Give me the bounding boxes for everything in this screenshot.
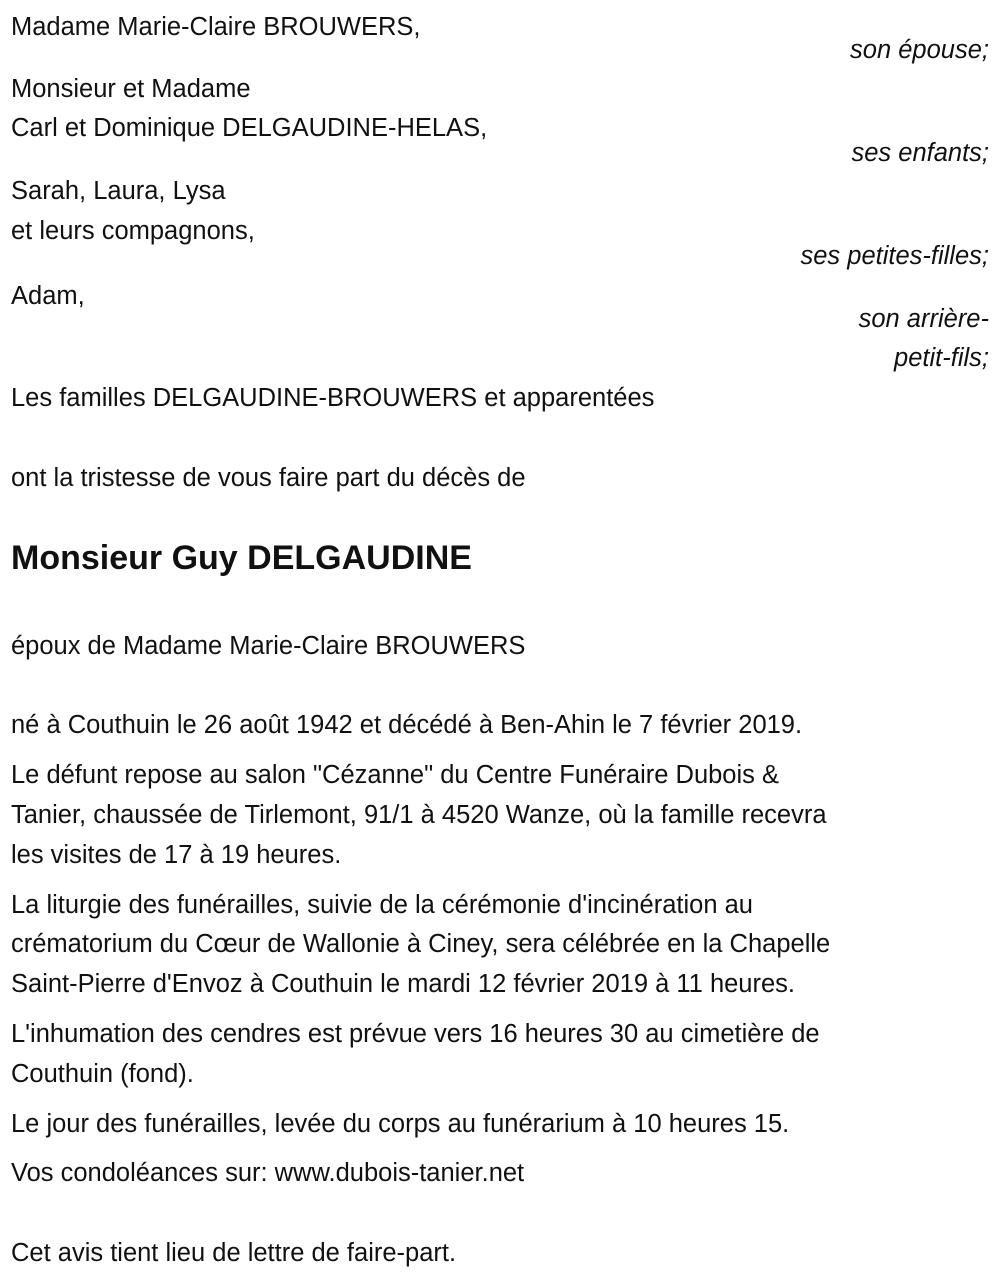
family-name: Carl et Dominique DELGAUDINE-HELAS, (11, 114, 488, 142)
family-relation: petit-fils; (894, 344, 989, 372)
family-name: Madame Marie-Claire BROUWERS, (11, 13, 421, 41)
family-name: Monsieur et Madame (11, 75, 251, 103)
condolences-line: Vos condoléances sur: www.dubois-tanier.net (11, 1159, 525, 1187)
detail-line: La liturgie des funérailles, suivie de la cérémonie d'incinération au (11, 891, 753, 919)
family-relation: ses enfants; (851, 139, 989, 167)
detail-line: Tanier, chaussée de Tirlemont, 91/1 à 4520 Wanze, où la famille recevra (11, 801, 827, 829)
family-name: et leurs compagnons, (11, 217, 255, 245)
family-relation: son épouse; (850, 36, 989, 64)
detail-line: Couthuin (fond). (11, 1060, 194, 1088)
detail-line: Saint-Pierre d'Envoz à Couthuin le mardi 12 février 2019 à 11 heures. (11, 970, 796, 998)
detail-line: crématorium du Cœur de Wallonie à Ciney, sera célébrée en la Chapelle (11, 930, 831, 958)
families-line: Les familles DELGAUDINE-BROUWERS et apparentées (11, 384, 655, 412)
announcement: ont la tristesse de vous faire part du décès de (11, 464, 526, 492)
detail-line: les visites de 17 à 19 heures. (11, 841, 342, 869)
spouse-line: époux de Madame Marie-Claire BROUWERS (11, 632, 526, 660)
deceased-name: Monsieur Guy DELGAUDINE (11, 539, 472, 577)
detail-line: L'inhumation des cendres est prévue vers 16 heures 30 au cimetière de (11, 1020, 820, 1048)
family-relation: son arrière- (858, 305, 989, 333)
family-name: Adam, (11, 282, 85, 310)
detail-line: Le jour des funérailles, levée du corps au funérarium à 10 heures 15. (11, 1110, 790, 1138)
detail-line: né à Couthuin le 26 août 1942 et décédé à Ben-Ahin le 7 février 2019. (11, 711, 803, 739)
family-relation: ses petites-filles; (800, 242, 989, 270)
family-name: Sarah, Laura, Lysa (11, 177, 226, 205)
detail-line: Le défunt repose au salon "Cézanne" du Centre Funéraire Dubois & (11, 761, 780, 789)
closing-line: Cet avis tient lieu de lettre de faire-part. (11, 1239, 457, 1267)
